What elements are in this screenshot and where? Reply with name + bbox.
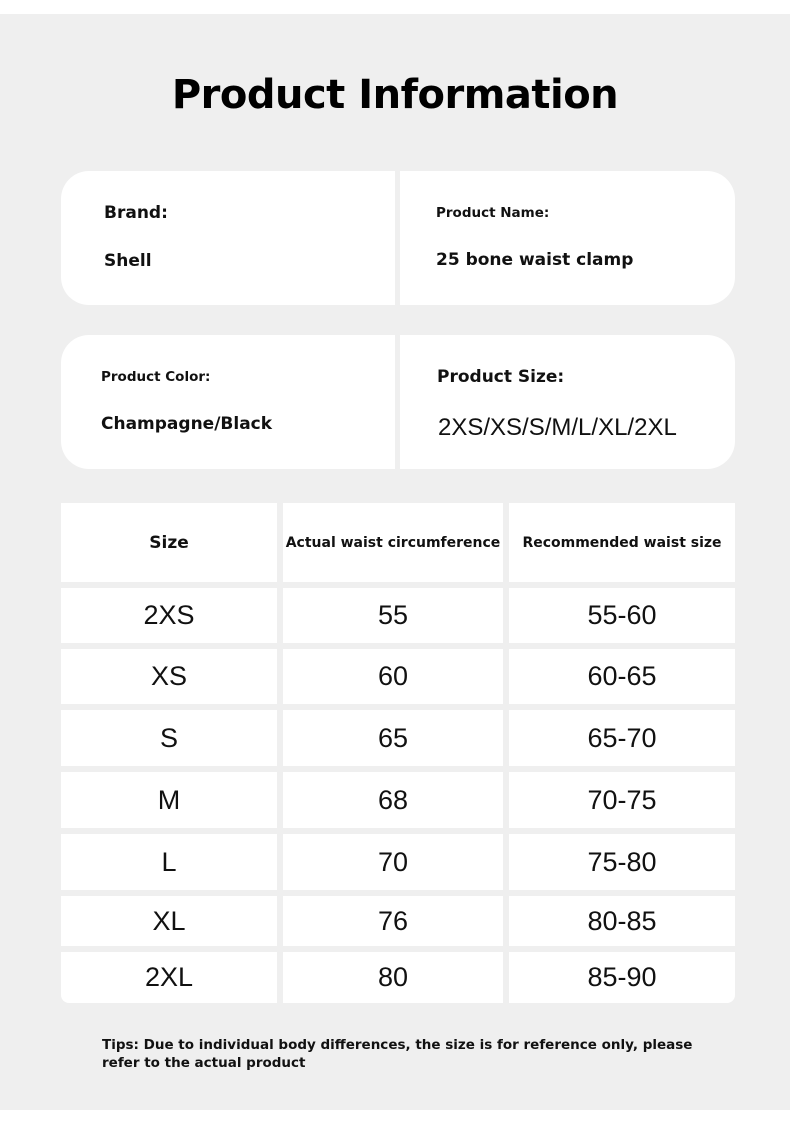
table-cell-size: 2XS (61, 588, 277, 643)
card-divider (395, 335, 400, 469)
table-cell-recommended-waist: 65-70 (509, 710, 735, 766)
table-cell-recommended-waist: 75-80 (509, 834, 735, 890)
brand-value: Shell (104, 251, 152, 271)
product-size-value: 2XS/XS/S/M/L/XL/2XL (438, 414, 677, 441)
table-cell-recommended-waist: 60-65 (509, 649, 735, 704)
table-header-actual-waist: Actual waist circumference (283, 503, 503, 582)
table-cell-size: M (61, 772, 277, 828)
size-table (61, 503, 735, 1003)
brand-label: Brand: (104, 203, 168, 223)
table-cell-actual-waist: 60 (283, 649, 503, 704)
table-cell-actual-waist: 80 (283, 952, 503, 1003)
table-cell-recommended-waist: 80-85 (509, 896, 735, 946)
table-cell-size: 2XL (61, 952, 277, 1003)
page-title: Product Information (171, 72, 619, 118)
product-size-label: Product Size: (437, 367, 565, 387)
table-cell-actual-waist: 68 (283, 772, 503, 828)
table-cell-size: S (61, 710, 277, 766)
table-cell-recommended-waist: 70-75 (509, 772, 735, 828)
tips-note: Tips: Due to individual body differences, the size is for reference only, please refer to the actual product (102, 1037, 693, 1071)
product-name-value: 25 bone waist clamp (436, 250, 634, 270)
table-header-recommended-waist: Recommended waist size (509, 503, 735, 582)
table-cell-recommended-waist: 55-60 (509, 588, 735, 643)
table-cell-recommended-waist: 85-90 (509, 952, 735, 1003)
table-header-size: Size (61, 503, 277, 582)
table-cell-actual-waist: 55 (283, 588, 503, 643)
product-color-value: Champagne/Black (101, 414, 273, 434)
table-cell-actual-waist: 70 (283, 834, 503, 890)
product-color-label: Product Color: (101, 369, 211, 385)
table-cell-size: L (61, 834, 277, 890)
product-name-label: Product Name: (436, 205, 550, 221)
info-card-color-size (61, 335, 735, 469)
info-card-brand-name (61, 171, 735, 305)
card-divider (395, 171, 400, 305)
table-cell-actual-waist: 65 (283, 710, 503, 766)
table-cell-actual-waist: 76 (283, 896, 503, 946)
table-cell-size: XS (61, 649, 277, 704)
table-cell-size: XL (61, 896, 277, 946)
